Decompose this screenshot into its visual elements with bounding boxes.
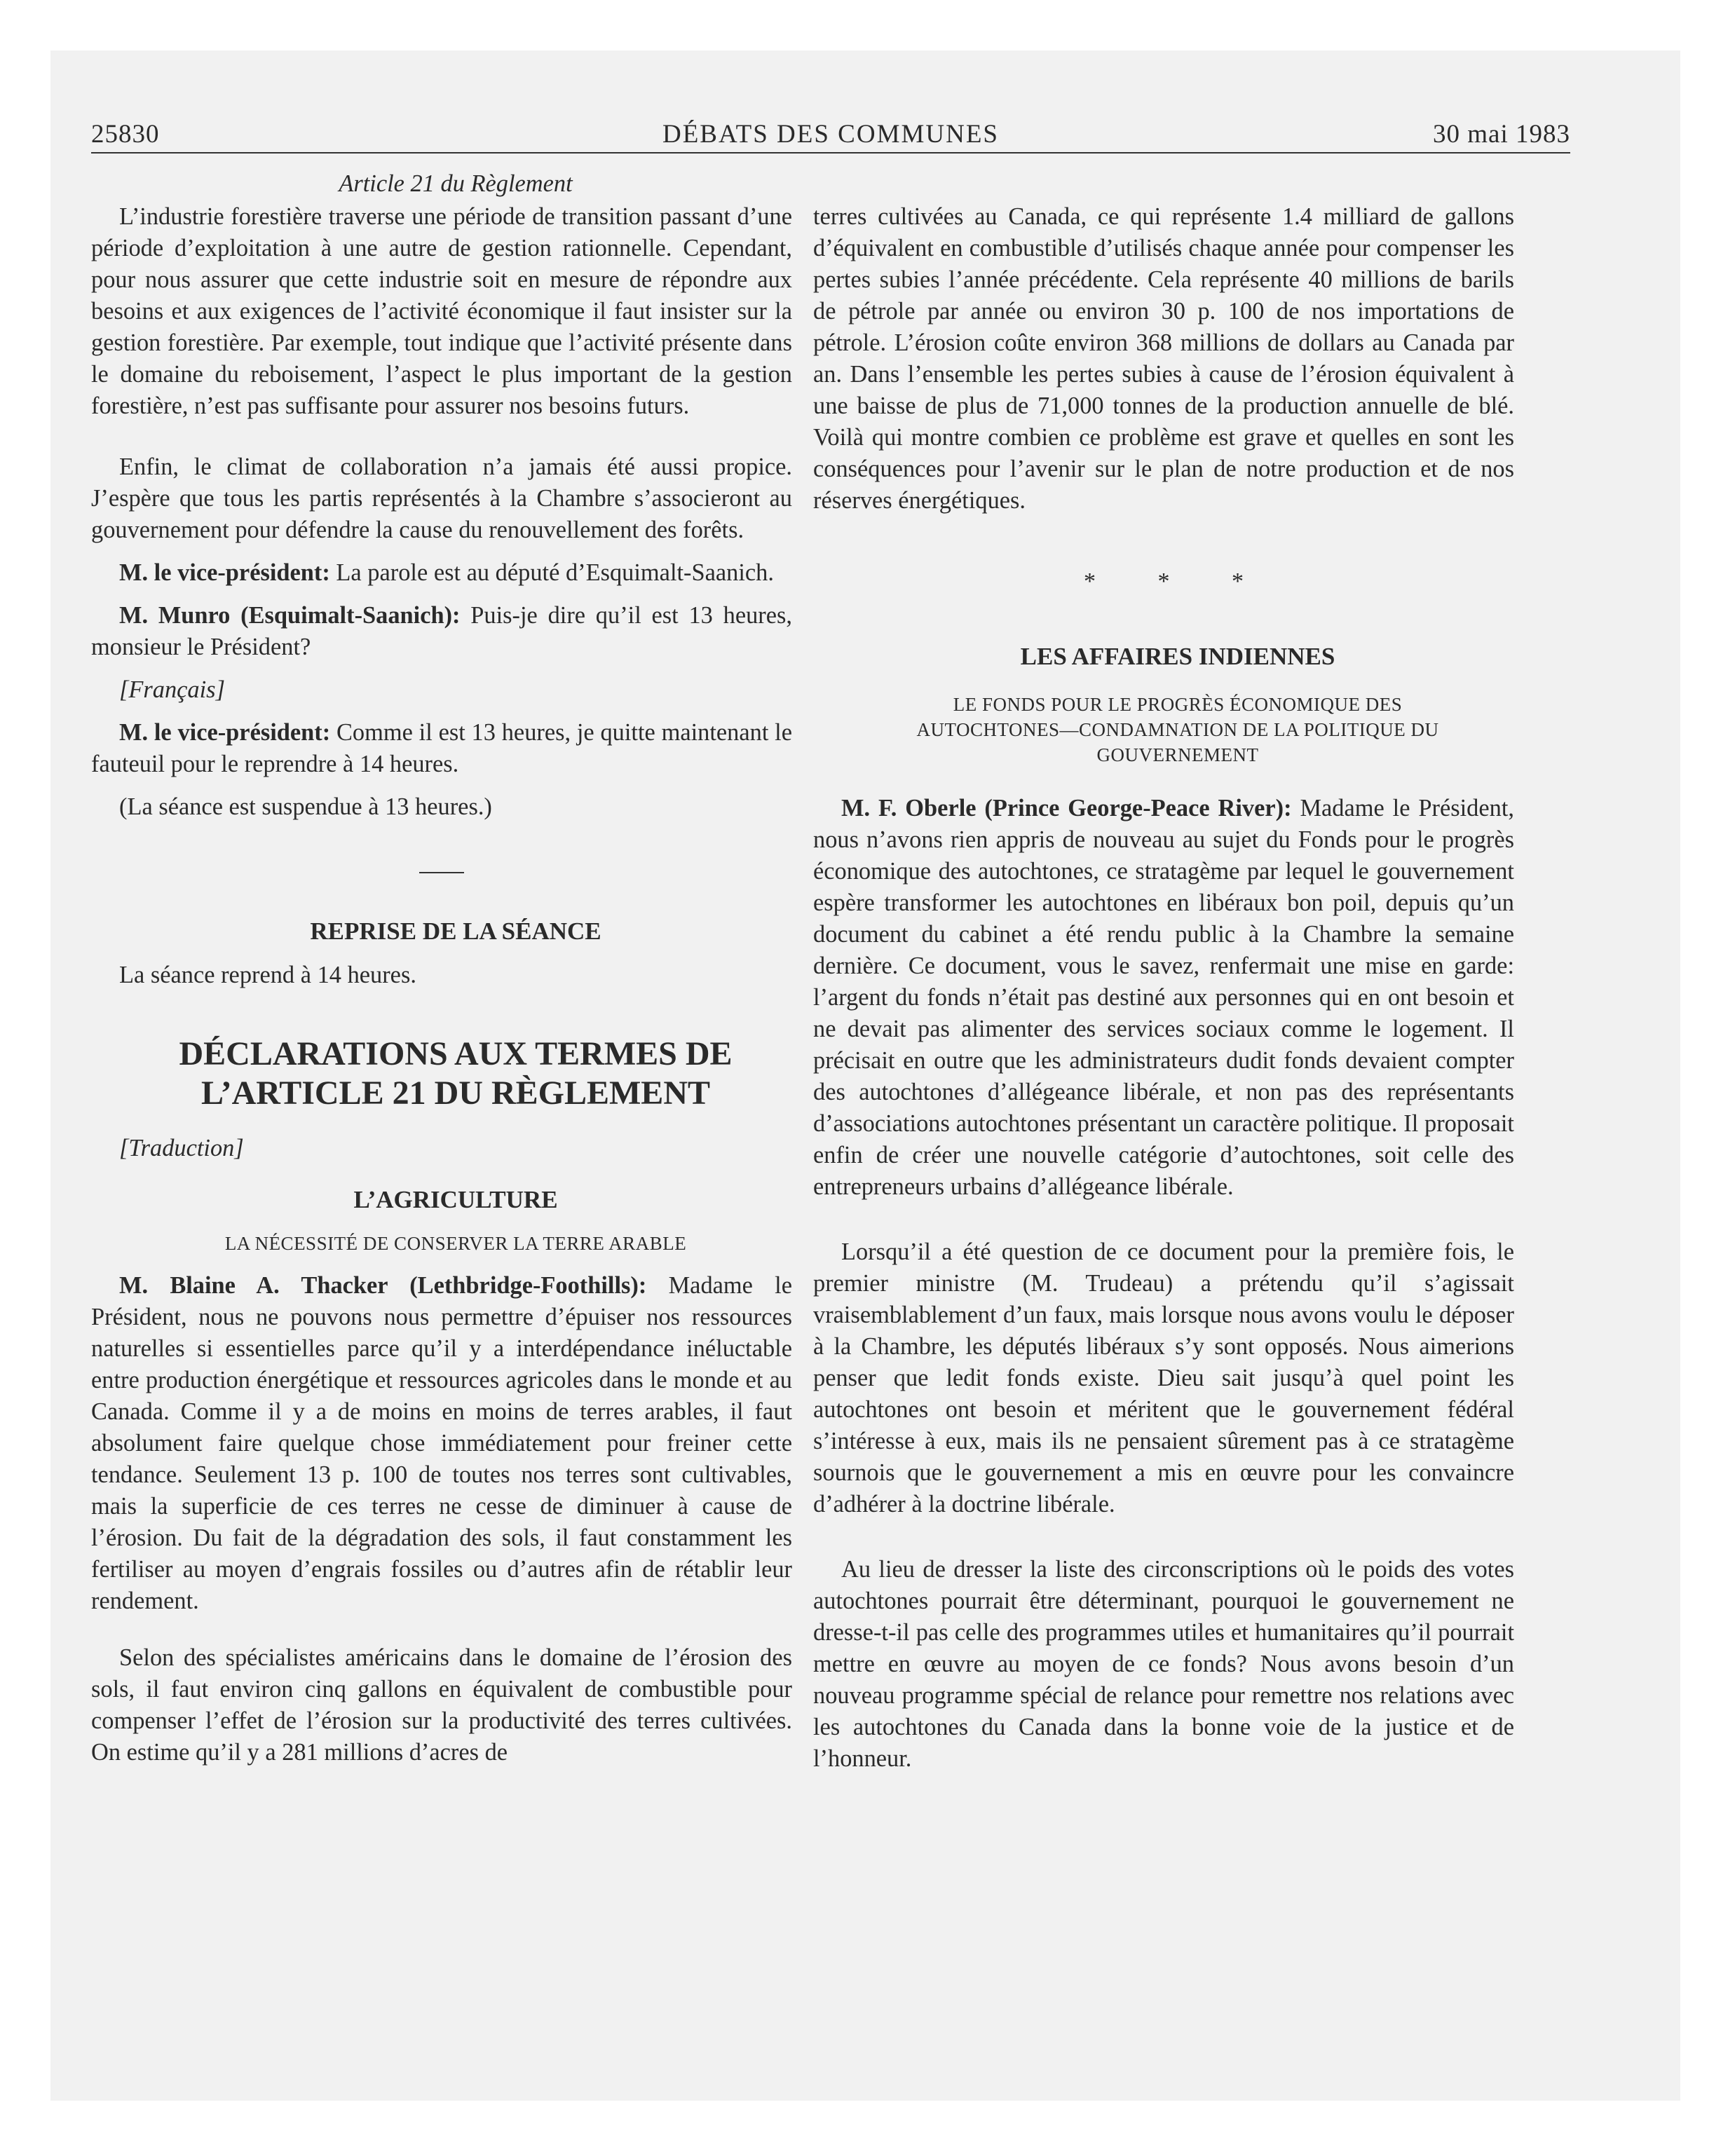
paragraph <box>91 1270 792 1617</box>
speech-text: Madame le Président, nous n’avons rien appris de nouveau au sujet du Fonds pour le progrès économique des autochtones, ce stratagème par lequel le gouvernement espère transformer les autochtones en libéraux bon poil, depuis qu’un document du cabinet a été rendu public à la Chambre la semaine dernière. Ce document, vous le savez, renfermait une mise en garde: l’argent du fonds n’était pas destiné aux personnes qui en ont besoin et ne devait pas alimenter des services sociaux comme le logement. Il précisait en outre que les administrateurs dudit fonds devaient compter des autochtones d’allégeance libérale, et non pas des représentants d’associations autochtones présentant un caractère politique. Il proposait enfin de créer une nouvelle catégorie d’autochtones, soit celle des entrepreneurs urbains d’allégeance libérale. <box>813 795 1514 1200</box>
speaker-name: M. Munro (Esquimalt-Saanich): <box>119 602 461 629</box>
paragraph: Au lieu de dresser la liste des circonscriptions où le poids des votes autochtones pourrait être déterminant, pourquoi le gouvernement ne dresse-t-il pas celle des programmes utiles et humanitaires qu’il pourrait mettre en œuvre au moyen de ce fonds? Nous avons besoin d’un nouveau programme spécial de relance pour remettre nos relations avec les autochtones du Canada dans la bonne voie de la justice et de l’honneur. <box>813 1556 1514 1772</box>
speech-text: Puis-je dire qu’il est 13 heures, monsieur le Président? <box>91 602 792 660</box>
left-column <box>91 168 792 1768</box>
section-subheading-line-1: LE FONDS POUR LE PROGRÈS ÉCONOMIQUE DES <box>953 694 1403 715</box>
paragraph: La séance reprend à 14 heures. <box>119 962 416 988</box>
speaker-name: M. le vice-président: <box>119 559 330 586</box>
section-subheading-line-2: AUTOCHTONES—CONDAMNATION DE LA POLITIQUE DU <box>916 719 1439 740</box>
section-subheading: LA NÉCESSITÉ DE CONSERVER LA TERRE ARABLE <box>224 1233 687 1254</box>
publication-title: DÉBATS DES COMMUNES <box>662 120 999 149</box>
paragraph: L’industrie forestière traverse une période de transition passant d’une période d’exploitation à une autre de gestion rationnelle. Cependant, pour nous assurer que cette industrie soit en mesure de répondre aux besoins et aux exigences de l’activité économique il faut insister sur la gestion forestière. Par exemple, tout indique que l’activité présente dans le domaine du reboisement, l’aspect le plus important de la gestion forestière, n’est pas suffisante pour assurer nos besoins futurs. <box>91 203 792 419</box>
paragraph: Enfin, le climat de collaboration n’a jamais été aussi propice. J’espère que tous les partis représentés à la Chambre s’associeront au gouvernement pour défendre la cause du renouvellement des forêts. <box>91 453 792 543</box>
main-heading-line-1: DÉCLARATIONS AUX TERMES DE <box>179 1035 733 1072</box>
translation-marker: [Traduction] <box>119 1135 244 1161</box>
speaker-name: M. Blaine A. Thacker (Lethbridge-Foothills): <box>119 1272 647 1299</box>
paragraph: (La séance est suspendue à 13 heures.) <box>119 793 492 820</box>
speaker-name: M. le vice-président: <box>119 719 331 746</box>
paragraph <box>91 600 792 663</box>
speech-text: Comme il est 13 heures, je quitte maintenant le fauteuil pour le reprendre à 14 heures. <box>91 719 792 777</box>
language-marker: [Français] <box>119 676 225 703</box>
paragraph <box>91 717 792 780</box>
section-heading: REPRISE DE LA SÉANCE <box>310 917 601 945</box>
separator-stars: * * * <box>1084 568 1272 594</box>
page-header <box>91 119 1570 161</box>
page-number: 25830 <box>91 120 160 149</box>
header-rule <box>91 152 1570 153</box>
paragraph <box>91 557 792 589</box>
article-heading: Article 21 du Règlement <box>339 170 573 197</box>
paragraph: Lorsqu’il a été question de ce document pour la première fois, le premier ministre (M. Trudeau) a prétendu qu’il s’agissait vraisemblablement d’un faux, mais lorsque nous avons voulu le déposer à la Chambre, les députés libéraux s’y sont opposés. Nous aimerions penser que ledit fonds existe. Dieu sait jusqu’à quel point les autochtones ont besoin et méritent que le gouvernement fédéral s’intéresse à eux, mais ils ne pensaient sûrement pas à ce stratagème sournois que le gouvernement a mis en œuvre pour les convaincre d’adhérer à la doctrine libérale. <box>813 1239 1514 1517</box>
paragraph: terres cultivées au Canada, ce qui représente 1.4 milliard de gallons d’équivalent en combustible d’utilisés chaque année pour compenser les pertes subies l’année précédente. Cela représente 40 millions de barils de pétrole par année ou environ 30 p. 100 de nos importations de pétrole. L’érosion coûte environ 368 millions de dollars au Canada par an. Dans l’ensemble les pertes subies à cause de l’érosion équivalent à une baisse de plus de 71,000 tonnes de la production annuelle de blé. Voilà qui montre combien ce problème est grave et quelles en sont les conséquences pour l’avenir sur le plan de notre production et de nos réserves énergétiques. <box>813 203 1514 514</box>
section-subheading-line-3: GOUVERNEMENT <box>1096 744 1259 765</box>
section-heading: LES AFFAIRES INDIENNES <box>1020 643 1335 670</box>
speech-text: La parole est au député d’Esquimalt-Saanich. <box>329 559 774 586</box>
main-heading-line-2: L’ARTICLE 21 DU RÈGLEMENT <box>201 1074 710 1112</box>
page-date: 30 mai 1983 <box>1433 120 1570 149</box>
section-heading: L’AGRICULTURE <box>353 1186 558 1213</box>
paragraph: Selon des spécialistes américains dans le domaine de l’érosion des sols, il faut environ cinq gallons en équivalent de combustible pour compenser l’effet de l’érosion sur la productivité des terres cultivées. On estime qu’il y a 281 millions d’acres de <box>91 1644 792 1766</box>
speaker-name: M. F. Oberle (Prince George-Peace River): <box>841 795 1292 821</box>
right-column <box>813 168 1514 1775</box>
speech-text: Madame le Président, nous ne pouvons nous permettre d’épuiser nos ressources naturelles si essentielles parce qu’il y a interdépendance inéluctable entre production énergétique et ressources agricoles dans le monde et au Canada. Comme il y a de moins en moins de terres arables, il faut absolument faire quelque chose immédiatement pour freiner cette tendance. Seulement 13 p. 100 de toutes nos terres sont cultivables, mais la superficie de ces terres ne cesse de diminuer à cause de l’érosion. Du fait de la dégradation des sols, il faut constamment les fertiliser au moyen d’engrais fossiles ou d’autres afin de rétablir leur rendement. <box>91 1272 792 1614</box>
paragraph <box>813 793 1514 1203</box>
